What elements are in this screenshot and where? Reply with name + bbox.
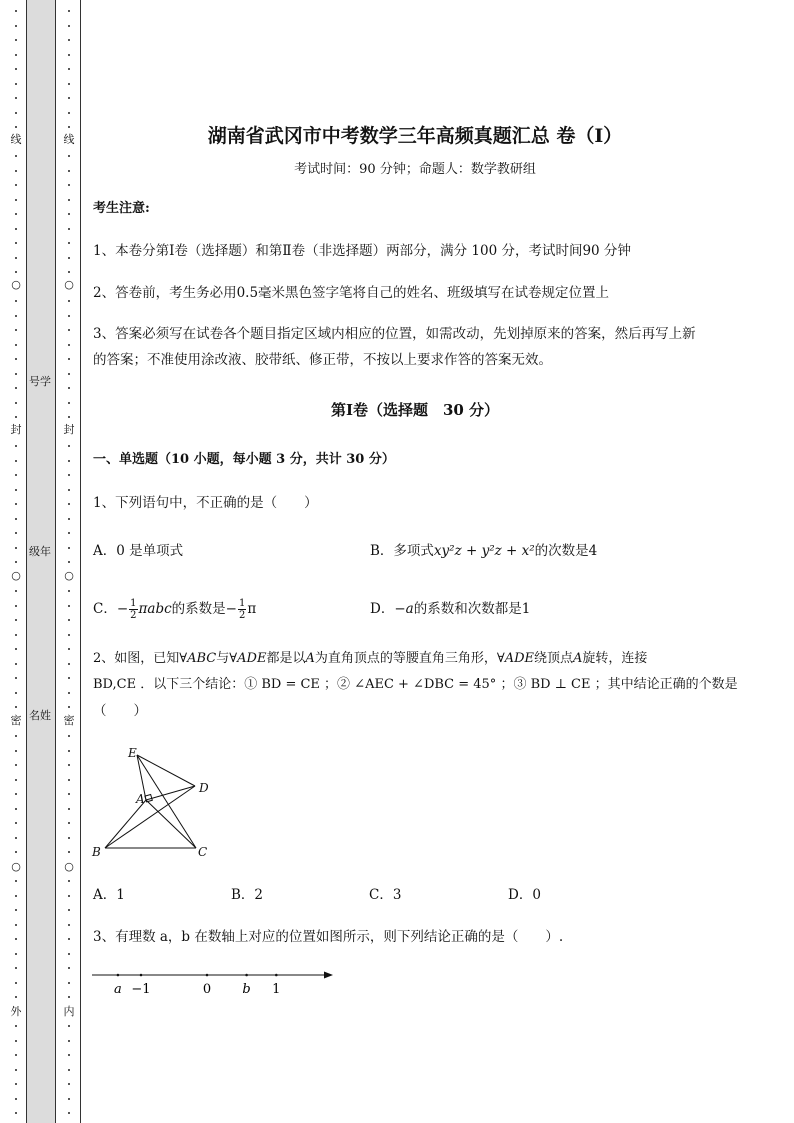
cut-dot	[68, 199, 70, 201]
cut-dot	[15, 112, 17, 114]
cut-dot	[15, 228, 17, 230]
cut-dot	[68, 271, 70, 273]
cut-dot	[15, 648, 17, 650]
cut-dot	[15, 373, 17, 375]
cut-dot	[15, 68, 17, 70]
inner-mark-secret: 密	[63, 714, 75, 727]
cut-dot	[68, 155, 70, 157]
number-line-label: −1	[131, 982, 151, 997]
cut-dot	[68, 97, 70, 99]
segment-ad	[146, 786, 195, 800]
q3-number-line	[86, 962, 346, 1002]
cut-dot	[15, 155, 17, 157]
cut-dot	[15, 996, 17, 998]
outer-mark-line: 线	[10, 133, 22, 146]
cut-dot	[68, 184, 70, 186]
cut-dot	[68, 518, 70, 520]
number-line-arrow	[324, 972, 333, 979]
label-e: E	[128, 746, 137, 760]
notice-heading: 考生注意:	[93, 201, 150, 216]
notice-item-3: 3、答案必须写在试卷各个题目指定区域内相应的位置，如需改动，先划掉原来的答案，然后再写上新	[93, 326, 696, 342]
cut-dot	[15, 909, 17, 911]
cut-dot	[15, 895, 17, 897]
number-line-label: a	[114, 982, 122, 997]
exam-subtitle: 考试时间：90 分钟；命题人：数学教研组	[294, 162, 536, 177]
cut-dot	[15, 503, 17, 505]
cut-dot	[68, 445, 70, 447]
q2-stem-line3: （ ）	[93, 703, 147, 719]
cut-dot	[68, 416, 70, 418]
cut-dot	[68, 10, 70, 12]
cut-dot	[15, 242, 17, 244]
cut-dot	[15, 924, 17, 926]
cut-dot	[15, 677, 17, 679]
cut-dot	[15, 967, 17, 969]
q1-option-b: B．多项式xy²z + y²z + x²的次数是4	[370, 543, 598, 559]
cut-dot	[15, 982, 17, 984]
cut-dot	[15, 663, 17, 665]
segment-ce	[137, 755, 196, 848]
cut-dot	[68, 126, 70, 128]
cut-dot	[15, 518, 17, 520]
cut-dot	[15, 547, 17, 549]
q1-option-d: D．−a的系数和次数都是1	[370, 601, 531, 617]
cut-dot	[15, 271, 17, 273]
cut-dot	[68, 764, 70, 766]
cut-dot	[15, 358, 17, 360]
cut-dot	[68, 358, 70, 360]
cut-dot	[15, 1083, 17, 1085]
cut-dot	[68, 344, 70, 346]
cut-dot	[68, 634, 70, 636]
cut-dot	[68, 619, 70, 621]
cut-dot	[68, 808, 70, 810]
cut-dot	[68, 213, 70, 215]
q1-option-a: A．0 是单项式	[93, 543, 184, 559]
number-line-point	[140, 974, 143, 977]
cut-dot	[68, 228, 70, 230]
outer-cut-line	[10, 6, 22, 1123]
cut-dot	[15, 387, 17, 389]
cut-dot	[15, 532, 17, 534]
q2-stem-line2: BD,CE ．以下三个结论：① BD = CE ；② ∠AEC + ∠DBC = 45° ；③ BD ⊥ CE ；其中结论正确的个数是	[93, 677, 738, 692]
cut-dot	[15, 97, 17, 99]
cut-dot	[68, 561, 70, 563]
cut-dot	[68, 967, 70, 969]
cut-dot	[15, 10, 17, 12]
label-b: B	[92, 845, 101, 859]
cut-dot	[68, 909, 70, 911]
cut-dot	[15, 750, 17, 752]
cut-dot	[68, 1069, 70, 1071]
exam-title: 湖南省武冈市中考数学三年高频真题汇总 卷（Ⅰ）	[207, 125, 623, 147]
number-line-point	[275, 974, 278, 977]
cut-dot	[15, 54, 17, 56]
cut-dot	[68, 474, 70, 476]
label-a: A	[136, 792, 145, 806]
cut-dot	[15, 213, 17, 215]
q2-figure	[86, 740, 226, 865]
cut-dot	[68, 822, 70, 824]
cut-dot	[15, 300, 17, 302]
cut-dot	[68, 503, 70, 505]
cut-dot	[68, 54, 70, 56]
inner-mark-circle-3: ○	[64, 860, 74, 873]
inner-mark-inside: 内	[63, 1005, 75, 1018]
cut-dot	[15, 764, 17, 766]
cut-dot	[15, 460, 17, 462]
cut-dot	[68, 373, 70, 375]
cut-dot	[15, 1098, 17, 1100]
number-line-label: 0	[202, 982, 212, 997]
cut-dot	[68, 1098, 70, 1100]
cut-dot	[68, 750, 70, 752]
cut-dot	[15, 329, 17, 331]
cut-dot	[15, 1112, 17, 1114]
cut-dot	[68, 851, 70, 853]
cut-dot	[15, 822, 17, 824]
q2-option-d: D．0	[508, 887, 541, 903]
number-line-label: 1	[272, 982, 281, 997]
cut-dot	[15, 1054, 17, 1056]
part1-title: 第Ⅰ卷（选择题 30 分）	[330, 401, 500, 419]
cut-dot	[68, 837, 70, 839]
cut-dot	[15, 199, 17, 201]
number-line-point	[206, 974, 209, 977]
cut-dot	[68, 532, 70, 534]
cut-dot	[15, 1069, 17, 1071]
cut-dot	[68, 793, 70, 795]
cut-dot	[15, 590, 17, 592]
cut-dot	[68, 242, 70, 244]
segment-bd	[105, 786, 195, 848]
binding-gutter	[26, 0, 56, 1123]
cut-dot	[15, 735, 17, 737]
cut-dot	[15, 39, 17, 41]
cut-dot	[15, 808, 17, 810]
cut-dot	[68, 112, 70, 114]
cut-dot	[15, 315, 17, 317]
cut-dot	[15, 619, 17, 621]
q2-option-c: C．3	[369, 887, 402, 903]
cut-dot	[68, 460, 70, 462]
cut-dot	[68, 924, 70, 926]
cut-dot	[68, 170, 70, 172]
student-number-field: 号学	[29, 375, 51, 388]
outer-mark-seal: 封	[10, 423, 22, 436]
notice-item-3-cont: 的答案；不准使用涂改液、胶带纸、修正带，不按以上要求作答的答案无效。	[93, 352, 552, 368]
cut-dot	[68, 605, 70, 607]
cut-dot	[15, 25, 17, 27]
cut-dot	[15, 692, 17, 694]
cut-dot	[15, 344, 17, 346]
cut-dot	[68, 25, 70, 27]
cut-dot	[15, 634, 17, 636]
cut-dot	[68, 1083, 70, 1085]
section-heading: 一、单选题（10 小题，每小题 3 分，共计 30 分）	[93, 452, 395, 467]
cut-dot	[15, 1040, 17, 1042]
inner-mark-seal: 封	[63, 423, 75, 436]
cut-dot	[68, 996, 70, 998]
cut-dot	[68, 880, 70, 882]
cut-dot	[68, 68, 70, 70]
cut-dot	[68, 1112, 70, 1114]
cut-dot	[68, 300, 70, 302]
outer-mark-secret: 密	[10, 714, 22, 727]
class-field: 级年	[29, 545, 51, 558]
cut-dot	[68, 677, 70, 679]
q1-option-c: C．− $\frac{1}{2}$ πabc的系数是− $\frac{1}{2}$ π	[93, 598, 257, 621]
cut-dot	[15, 445, 17, 447]
cut-dot	[15, 880, 17, 882]
cut-dot	[15, 938, 17, 940]
outer-mark-outside: 外	[10, 1005, 22, 1018]
cut-dot	[15, 257, 17, 259]
cut-dot	[68, 706, 70, 708]
cut-dot	[15, 170, 17, 172]
cut-dot	[68, 895, 70, 897]
outer-mark-circle-2: ○	[11, 569, 21, 582]
cut-dot	[68, 489, 70, 491]
cut-dot	[68, 39, 70, 41]
number-line-point	[117, 974, 120, 977]
cut-dot	[68, 83, 70, 85]
cut-dot	[68, 735, 70, 737]
cut-dot	[15, 1025, 17, 1027]
inner-cut-line	[63, 6, 75, 1123]
notice-item-2: 2、答卷前，考生务必用0.5毫米黑色签字笔将自己的姓名、班级填写在试卷规定位置上	[93, 285, 610, 301]
margin-rule	[80, 0, 81, 1123]
segment-ed	[137, 755, 195, 786]
cut-dot	[68, 1025, 70, 1027]
cut-dot	[68, 402, 70, 404]
cut-dot	[68, 590, 70, 592]
cut-dot	[68, 663, 70, 665]
inner-mark-line: 线	[63, 133, 75, 146]
number-line-point	[245, 974, 248, 977]
cut-dot	[15, 561, 17, 563]
cut-dot	[15, 779, 17, 781]
cut-dot	[15, 402, 17, 404]
cut-dot	[15, 706, 17, 708]
cut-dot	[15, 605, 17, 607]
q1-stem: 1、下列语句中，不正确的是（ ）	[93, 495, 318, 511]
cut-dot	[68, 329, 70, 331]
cut-dot	[68, 387, 70, 389]
inner-mark-circle-2: ○	[64, 569, 74, 582]
cut-dot	[68, 938, 70, 940]
cut-dot	[15, 837, 17, 839]
cut-dot	[68, 257, 70, 259]
cut-dot	[68, 648, 70, 650]
segment-ac	[146, 800, 196, 848]
cut-dot	[68, 779, 70, 781]
cut-dot	[68, 692, 70, 694]
cut-dot	[15, 851, 17, 853]
cut-dot	[68, 1040, 70, 1042]
cut-dot	[15, 489, 17, 491]
cut-dot	[15, 474, 17, 476]
outer-mark-circle-1: ○	[11, 278, 21, 291]
cut-dot	[15, 184, 17, 186]
cut-dot	[15, 416, 17, 418]
cut-dot	[68, 982, 70, 984]
q3-stem: 3、有理数 a，b 在数轴上对应的位置如图所示，则下列结论正确的是（ ）.	[93, 929, 564, 945]
q2-option-b: B．2	[231, 887, 264, 903]
cut-dot	[68, 315, 70, 317]
name-field: 名姓	[29, 709, 51, 722]
cut-dot	[15, 126, 17, 128]
notice-item-1: 1、本卷分第Ⅰ卷（选择题）和第Ⅱ卷（非选择题）两部分，满分 100 分，考试时间90 分钟	[93, 243, 631, 259]
q2-option-a: A．1	[93, 887, 125, 903]
outer-mark-circle-3: ○	[11, 860, 21, 873]
inner-mark-circle-1: ○	[64, 278, 74, 291]
cut-dot	[15, 793, 17, 795]
cut-dot	[15, 83, 17, 85]
cut-dot	[68, 953, 70, 955]
label-d: D	[199, 781, 209, 795]
q2-stem-line1: 2、如图，已知∀ABC与∀ADE都是以A为直角顶点的等腰直角三角形，∀ADE绕顶点A旋转，连接	[93, 651, 648, 666]
number-line-label: b	[242, 982, 251, 997]
cut-dot	[68, 547, 70, 549]
cut-dot	[68, 1054, 70, 1056]
label-c: C	[198, 845, 208, 859]
cut-dot	[15, 953, 17, 955]
